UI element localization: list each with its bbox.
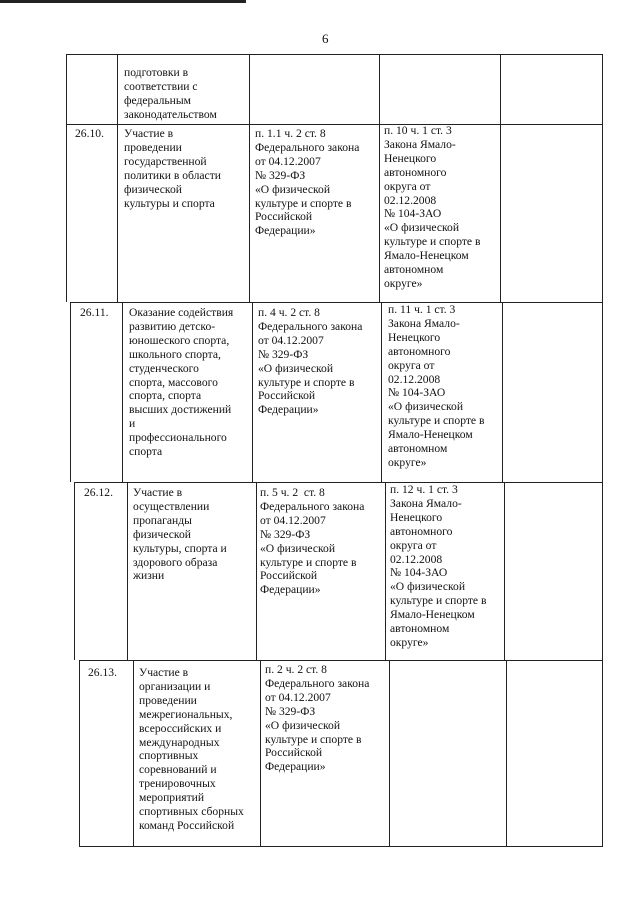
table-row [66, 54, 603, 124]
row-name: Участие в осуществлении пропаганды физической культуры, спорта и здорового образа жизни [133, 486, 227, 583]
row-number: 26.12. [84, 486, 113, 499]
table-row [74, 482, 603, 660]
page-number: 6 [322, 31, 329, 46]
row-name: подготовки в соответствии с федеральным законодательством [124, 66, 217, 121]
row-federal-law: п. 2 ч. 2 ст. 8 Федерального закона от 04.12.2007 № 329-ФЗ «О физической культуре и спорте в Российской Федерации» [265, 663, 370, 774]
row-number: 26.10. [75, 127, 104, 140]
table-row [79, 660, 603, 847]
row-federal-law: п. 5 ч. 2 ст. 8 Федерального закона от 04.12.2007 № 329-ФЗ «О физической культуре и спорте в Российской Федерации» [260, 486, 365, 597]
table-row [66, 124, 603, 302]
row-federal-law: п. 4 ч. 2 ст. 8 Федерального закона от 04.12.2007 № 329-ФЗ «О физической культуре и спорте в Российской Федерации» [258, 306, 363, 417]
row-federal-law: п. 1.1 ч. 2 ст. 8 Федерального закона от 04.12.2007 № 329-ФЗ «О физической культуре и спорте в Российской Федерации» [255, 127, 360, 238]
row-regional-law: п. 12 ч. 1 ст. 3 Закона Ямало- Ненецкого автономного округа от 02.12.2008 № 104-ЗАО «О физической культуре и спорте в Ямало-Ненецком автономном округе» [390, 483, 487, 649]
row-name: Оказание содействия развитию детско- юношеского спорта, школьного спорта, студенческого спорта, массового спорта, спорта высших достижений и профессионального спорта [129, 306, 234, 459]
table-row [70, 302, 603, 482]
row-regional-law: п. 11 ч. 1 ст. 3 Закона Ямало- Ненецкого автономного округа от 02.12.2008 № 104-ЗАО «О физической культуре и спорте в Ямало-Ненецком автономном округе» [388, 303, 485, 469]
row-name: Участие в проведении государственной политики в области физической культуры и спорта [124, 127, 221, 210]
row-name: Участие в организации и проведении межрегиональных, всероссийских и международных спортивных соревнований и тренировочных мероприятий спортивных сборных команд Российской [139, 666, 244, 832]
top-rule [0, 0, 246, 3]
row-number: 26.11. [80, 306, 109, 319]
row-number: 26.13. [88, 666, 117, 679]
row-regional-law: п. 10 ч. 1 ст. 3 Закона Ямало- Ненецкого автономного округа от 02.12.2008 № 104-ЗАО «О физической культуре и спорте в Ямало-Ненецком автономном округе» [384, 124, 481, 290]
